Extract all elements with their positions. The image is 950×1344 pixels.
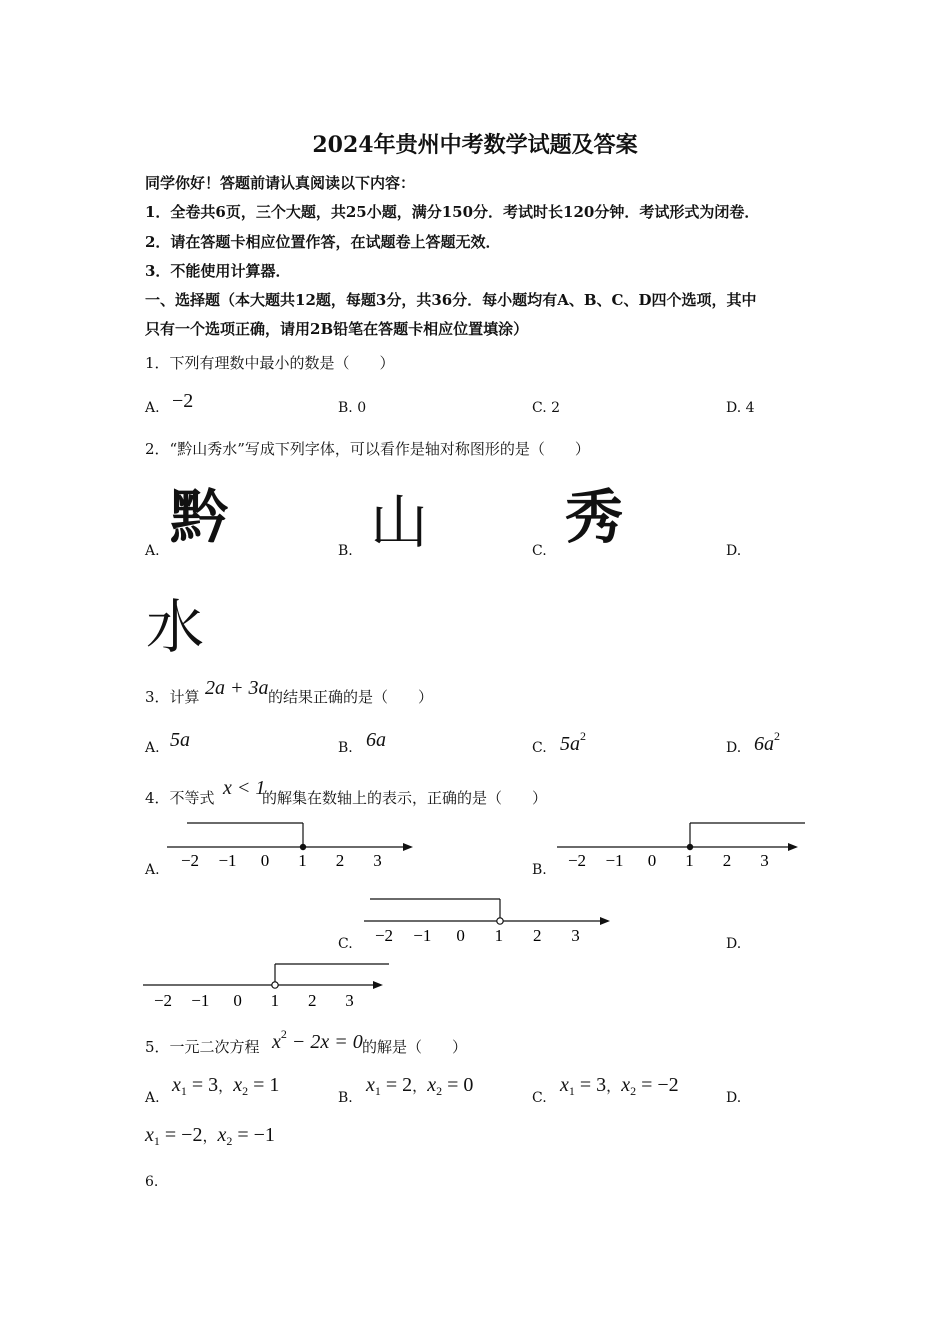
q5-expression: $x^2 - 2x = 0$ <box>272 1027 363 1053</box>
q3-stem-suffix: 的结果正确的是（ ） <box>268 688 434 706</box>
intro-greeting: 同学你好！答题前请认真阅读以下内容： <box>145 174 416 192</box>
q3-option-b-label: B. <box>338 740 353 756</box>
tick-label: 0 <box>647 851 657 870</box>
q4-number-line-d <box>141 960 401 1012</box>
tick-label: 0 <box>456 926 465 945</box>
q2-glyph-shui: 水 <box>146 593 205 661</box>
q4-expression: x < 1 <box>223 777 266 799</box>
tick-label: −1 <box>413 926 432 945</box>
q4-number-line-b <box>553 820 813 872</box>
q2-option-c: C. <box>532 543 547 559</box>
q5-option-d-value: $x_1 = -2$，$x_2 = -1$ <box>145 1124 275 1148</box>
tick-label: 1 <box>298 851 307 870</box>
closed-point <box>300 844 306 850</box>
q2-option-a: A. <box>145 543 160 559</box>
tick-label: 0 <box>260 851 270 870</box>
axis-arrow <box>373 981 383 989</box>
section-heading-line-2: 只有一个选项正确，请用2B铅笔在答题卡相应位置填涂） <box>145 320 529 338</box>
tick-label: 2 <box>307 991 317 1010</box>
q3-option-d-label: D. <box>726 740 742 756</box>
tick-label: 2 <box>532 926 542 945</box>
q2-option-b: B. <box>338 543 353 559</box>
q1-option-a-label: A. <box>145 400 160 416</box>
q4-option-d: D. <box>726 936 742 952</box>
q3-option-c-label: C. <box>532 740 547 756</box>
tick-label: −2 <box>374 926 394 945</box>
q4-number-line-a <box>163 820 423 872</box>
q1-option-c: C. 2 <box>532 400 561 416</box>
q3-option-d-value: $6a^2$ <box>754 729 780 755</box>
q5-stem-prefix: 5．一元二次方程 <box>145 1038 260 1056</box>
axis-ticks <box>568 851 769 870</box>
open-point <box>497 918 503 924</box>
intro-rule-1: 1．全卷共6页，三个大题，共25小题，满分150分．考试时长120分钟．考试形式为闭卷． <box>145 203 760 221</box>
axis-arrow <box>403 843 413 851</box>
tick-label: 1 <box>494 926 504 945</box>
q2-glyph-xiu: 秀 <box>565 483 624 551</box>
q5-option-b-value: $x_1 = 2$，$x_2 = 0$ <box>366 1074 474 1098</box>
q2-glyph-qian: 黔 <box>170 483 229 551</box>
q5-stem-suffix: 的解是（ ） <box>362 1038 468 1056</box>
axis-arrow <box>600 917 610 925</box>
closed-point <box>687 844 693 850</box>
tick-label: −1 <box>605 851 624 870</box>
q3-option-c-value: $5a^2$ <box>560 729 586 755</box>
intro-rule-3: 3．不能使用计算器． <box>145 262 291 280</box>
tick-label: 3 <box>571 926 580 945</box>
q4-number-line-c <box>362 894 622 946</box>
tick-label: −2 <box>180 851 200 870</box>
q2-glyph-shan: 山 <box>370 488 429 556</box>
q4-option-b: B. <box>532 862 547 878</box>
tick-label: −2 <box>567 851 587 870</box>
axis-arrow <box>788 843 798 851</box>
tick-label: 1 <box>270 991 280 1010</box>
open-point <box>272 982 278 988</box>
q6-stem: 6. <box>145 1174 159 1190</box>
intro-rule-2: 2．请在答题卡相应位置作答，在试题卷上答题无效． <box>145 233 501 251</box>
q1-option-d: D. 4 <box>726 400 755 416</box>
q2-option-d: D. <box>726 543 742 559</box>
axis-ticks <box>181 851 382 870</box>
axis-ticks <box>375 926 580 945</box>
q4-option-a: A. <box>145 862 160 878</box>
q4-stem-suffix: 的解集在数轴上的表示，正确的是（ ） <box>262 789 548 807</box>
q3-option-b-value: 6a <box>366 729 386 751</box>
tick-label: −1 <box>191 991 210 1010</box>
q1-option-b: B. 0 <box>338 400 367 416</box>
tick-label: −1 <box>218 851 237 870</box>
tick-label: −2 <box>153 991 173 1010</box>
tick-label: 3 <box>760 851 769 870</box>
q5-option-a-value: $x_1 = 3$，$x_2 = 1$ <box>172 1074 280 1098</box>
q5-option-a-label: A. <box>145 1090 160 1106</box>
q3-option-a-label: A. <box>145 740 160 756</box>
q5-option-d-label: D. <box>726 1090 742 1106</box>
q5-option-c-label: C. <box>532 1090 547 1106</box>
q1-option-a-value: −2 <box>172 390 194 412</box>
tick-label: 1 <box>685 851 694 870</box>
q3-expression: 2a + 3a <box>205 677 269 699</box>
q5-option-c-value: $x_1 = 3$，$x_2 = -2$ <box>560 1074 679 1098</box>
q4-stem-prefix: 4．不等式 <box>145 789 215 807</box>
q1-stem: 1．下列有理数中最小的数是（ ） <box>145 354 395 372</box>
page-title: 2024年贵州中考数学试题及答案 <box>312 132 638 158</box>
q2-stem: 2．“黔山秀水”写成下列字体，可以看作是轴对称图形的是（ ） <box>145 440 590 458</box>
q3-option-a-value: 5a <box>170 729 190 751</box>
tick-label: 3 <box>373 851 382 870</box>
section-heading-line-1: 一、选择题（本大题共12题，每题3分，共36分．每小题均有A、B、C、D四个选项，其中 <box>145 291 757 309</box>
q3-stem-prefix: 3．计算 <box>145 688 200 706</box>
q4-option-c: C. <box>338 936 353 952</box>
tick-label: 2 <box>335 851 345 870</box>
tick-label: 3 <box>345 991 354 1010</box>
q5-option-b-label: B. <box>338 1090 353 1106</box>
tick-label: 2 <box>722 851 732 870</box>
axis-ticks <box>154 991 354 1010</box>
tick-label: 0 <box>233 991 242 1010</box>
